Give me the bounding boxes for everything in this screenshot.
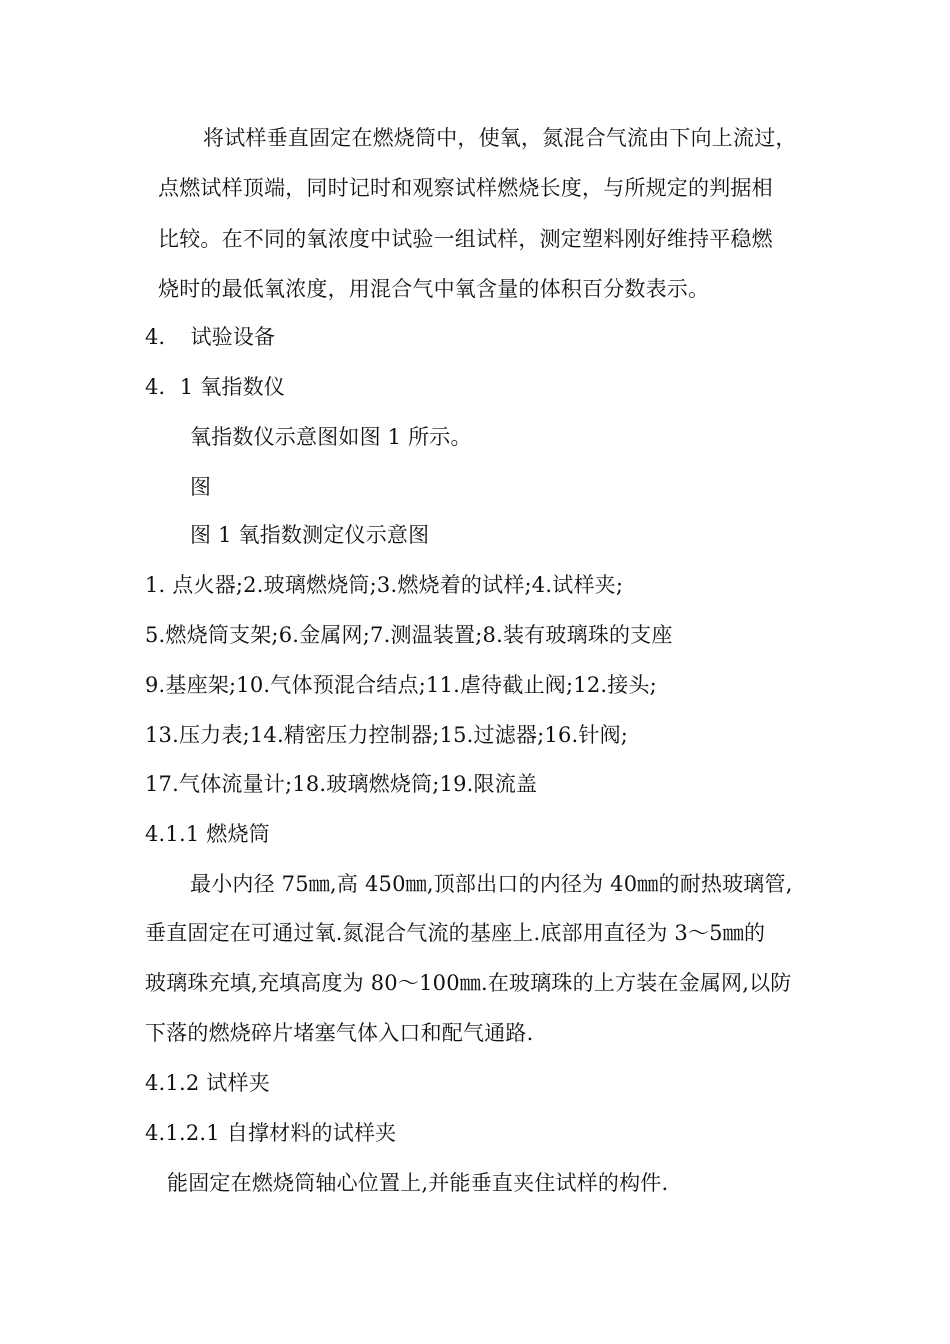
tube-spec-line-1: 最小内径 75㎜,高 450㎜,顶部出口的内径为 40㎜的耐热玻璃管, bbox=[190, 872, 793, 896]
tube-spec-line-2: 垂直固定在可通过氧.氮混合气流的基座上.底部用直径为 3～5㎜的 bbox=[145, 921, 766, 945]
intro-line-4: 烧时的最低氧浓度，用混合气中氧含量的体积百分数表示。 bbox=[158, 277, 710, 301]
legend-line-2: 5.燃烧筒支架;6.金属网;7.测温装置;8.装有玻璃珠的支座 bbox=[145, 623, 673, 647]
tube-spec-line-4: 下落的燃烧碎片堵塞气体入口和配气通路. bbox=[145, 1021, 534, 1045]
legend-line-4: 13.压力表;14.精密压力控制器;15.过滤器;16.针阀; bbox=[145, 723, 629, 747]
figure-caption: 图 1 氧指数测定仪示意图 bbox=[190, 523, 430, 547]
legend-line-1: 1. 点火器;2.玻璃燃烧筒;3.燃烧着的试样;4.试样夹; bbox=[145, 573, 624, 597]
tube-spec-line-3: 玻璃珠充填,充填高度为 80～100㎜.在玻璃珠的上方装在金属网,以防 bbox=[145, 971, 792, 995]
intro-line-3: 比较。在不同的氧浓度中试验一组试样，测定塑料刚好维持平稳燃 bbox=[158, 227, 773, 251]
intro-line-2: 点燃试样顶端，同时记时和观察试样燃烧长度，与所规定的判据相 bbox=[158, 176, 773, 200]
figure-placeholder: 图 bbox=[190, 475, 212, 499]
intro-line-1: 将试样垂直固定在燃烧筒中，使氧，氮混合气流由下向上流过， bbox=[203, 126, 797, 150]
section-heading-4-1: 4．1 氧指数仪 bbox=[145, 375, 285, 399]
legend-line-5: 17.气体流量计;18.玻璃燃烧筒;19.限流盖 bbox=[145, 772, 538, 796]
clamp-description: 能固定在燃烧筒轴心位置上,并能垂直夹住试样的构件. bbox=[167, 1171, 669, 1195]
section-heading-4: 4． 试验设备 bbox=[145, 325, 276, 349]
section-heading-4-1-2: 4.1.2 试样夹 bbox=[145, 1071, 270, 1095]
section-heading-4-1-1: 4.1.1 燃烧筒 bbox=[145, 822, 270, 846]
legend-line-3: 9.基座架;10.气体预混合结点;11.虐待截止阀;12.接头; bbox=[145, 673, 657, 697]
section-heading-4-1-2-1: 4.1.2.1 自撑材料的试样夹 bbox=[145, 1121, 397, 1145]
figure-reference: 氧指数仪示意图如图 1 所示。 bbox=[190, 425, 472, 449]
